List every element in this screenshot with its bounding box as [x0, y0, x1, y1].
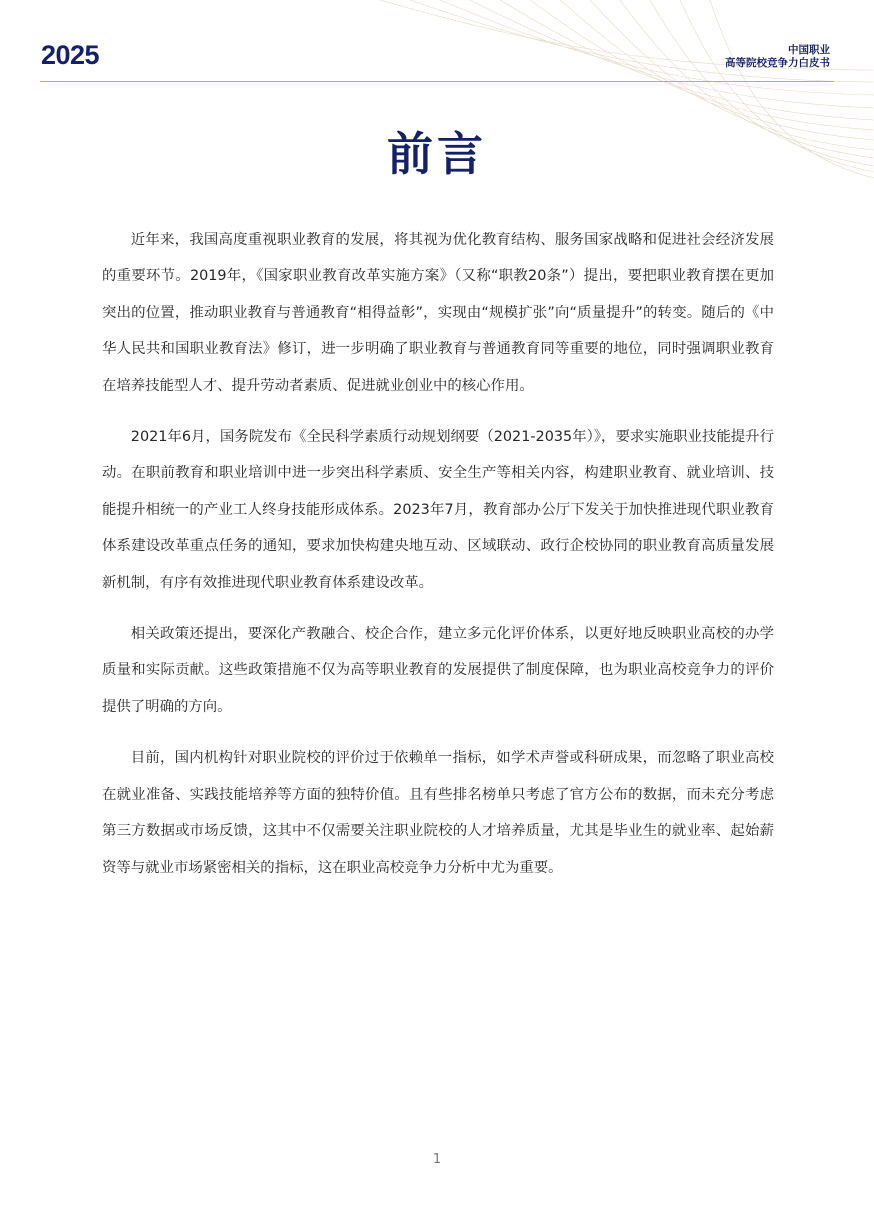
paragraph: 目前，国内机构针对职业院校的评价过于依赖单一指标，如学术声誉或科研成果，而忽略了职业高校在就业准备、实践技能培养等方面的独特价值。且有些排名榜单只考虑了官方公布的数据，而未充分考虑第三方数据或市场反馈，这其中不仅需要关注职业院校的人才培养质量，尤其是毕业生的就业率、起始薪资等与就业市场紧密相关的指标，这在职业高校竞争力分析中尤为重要。 — [102, 750, 774, 876]
header-divider — [40, 81, 834, 82]
paragraph: 相关政策还提出，要深化产教融合、校企合作，建立多元化评价体系，以更好地反映职业高校的办学质量和实际贡献。这些政策措施不仅为高等职业教育的发展提供了制度保障，也为职业高校竞争力的评价提供了明确的方向。 — [102, 626, 774, 715]
page-number: 1 — [432, 1152, 442, 1167]
header-brand-line1: 中国职业 — [788, 44, 830, 56]
header-year: 2025 — [41, 40, 100, 70]
header-brand — [725, 44, 830, 70]
page-title: 前言 — [387, 127, 487, 181]
paragraph: 2021年6月，国务院发布《全民科学素质行动规划纲要（2021-2035年）》，要求实施职业技能提升行动。在职前教育和职业培训中进一步突出科学素质、安全生产等相关内容，构建职业教育、就业培训、技能提升相统一的产业工人终身技能形成体系。2023年7月，教育部办公厅下发关于加快推进现代职业教育体系建设改革重点任务的通知，要求加快构建央地互动、区域联动、政行企校协同的职业教育高质量发展新机制，有序有效推进现代职业教育体系建设改革。 — [102, 429, 774, 591]
paragraph: 近年来，我国高度重视职业教育的发展，将其视为优化教育结构、服务国家战略和促进社会经济发展的重要环节。2019年，《国家职业教育改革实施方案》（又称“职教20条”）提出，要把职业教育摆在更加突出的位置，推动职业教育与普通教育“相得益彰”，实现由“规模扩张”向“质量提升”的转变。随后的《中华人民共和国职业教育法》修订，进一步明确了职业教育与普通教育同等重要的地位，同时强调职业教育在培养技能型人才、提升劳动者素质、促进就业创业中的核心作用。 — [102, 232, 774, 394]
header-brand-line2: 高等院校竞争力白皮书 — [725, 57, 830, 69]
body-text — [102, 222, 774, 901]
